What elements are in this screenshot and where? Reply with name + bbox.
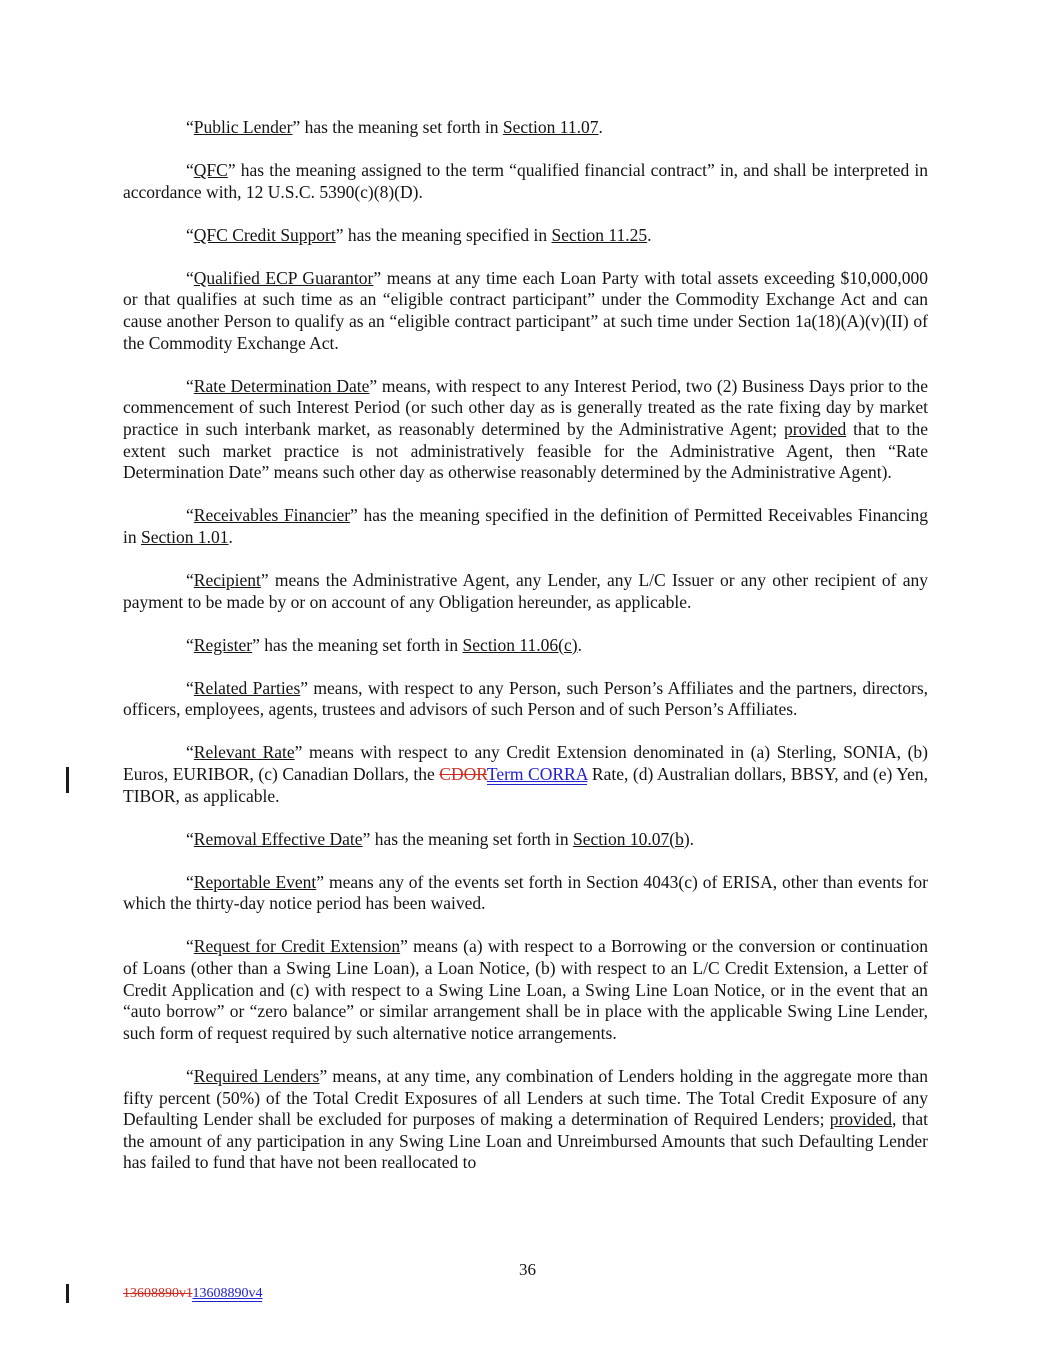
text-run: “ <box>186 1065 194 1086</box>
paragraph <box>123 117 928 139</box>
paragraph <box>123 268 928 354</box>
paragraph <box>123 678 928 721</box>
text-run: ” has the meaning set forth in <box>362 828 573 849</box>
underlined-term: Section 11.25 <box>551 224 648 245</box>
underlined-term: Reportable Event <box>193 871 317 892</box>
text-run: ” means the Administrative Agent, any Lender, any L/C Issuer or any other recipient of any payment to be made by or on account of any Obligation hereunder, as applicable. <box>123 569 928 612</box>
underlined-term: Required Lenders <box>193 1065 320 1086</box>
text-run: . <box>647 224 652 245</box>
text-run: ” means (a) with respect to a Borrowing or the conversion or continuation of Loans (other than a Swing Line Loan), a Loan Notice, (b) with respect to an L/C Credit Extension, a Letter of Credit Application and (c) with respect to a Swing Line Loan, a Swing Line Loan Notice, or in the event that an “auto borrow” or “zero balance” or similar arrangement shall be in place with the applicable Swing Line Lender, such form of request required by such alternative notice arrangements. <box>123 936 928 1043</box>
text-run: ” means, with respect to any Person, such Person’s Affiliates and the partners, directors, officers, employees, agents, trustees and advisors of such Person and of such Person’s Affiliates. <box>123 677 928 720</box>
deleted-doc-id: 13608890v1 <box>123 1286 193 1301</box>
paragraph <box>123 635 928 657</box>
underlined-term: Register <box>193 634 253 655</box>
text-run: ” has the meaning set forth in <box>252 634 463 655</box>
text-run: “ <box>186 375 194 396</box>
paragraph <box>123 829 928 851</box>
text-run: “ <box>186 267 194 288</box>
text-run: ” means any of the events set forth in Section 4043(c) of ERISA, other than events for which the thirty-day notice period has been waived. <box>123 871 928 914</box>
text-run: ” has the meaning specified in the definition of Permitted Receivables Financing in <box>123 505 928 547</box>
underlined-term: QFC Credit Support <box>193 224 336 245</box>
underlined-term: Recipient <box>193 569 261 590</box>
text-run: , that the amount of any participation in any Swing Line Loan and Unreimbursed Amounts that such Defaulting Lender has failed to fund that have not been reallocated to <box>123 1109 928 1173</box>
text-run: Rate, (d) Australian dollars, BBSY, and (e) Yen, TIBOR, as applicable. <box>123 763 928 806</box>
text-run: “ <box>186 569 194 590</box>
text-run: “ <box>186 871 194 892</box>
paragraph <box>123 160 928 203</box>
text-run: ” means with respect to any Credit Extension denominated in (a) Sterling, SONIA, (b) Euros, EURIBOR, (c) Canadian Dollars, the <box>123 742 928 784</box>
inserted-text: Term CORRA <box>486 763 588 784</box>
text-run: that to the extent such market practice is not administratively feasible for the Administrative Agent, then “Rate Determination Date” means such other day as otherwise reasonably determined by the Administrative Agent). <box>123 418 929 483</box>
text-run: “ <box>186 505 194 526</box>
underlined-term: Rate Determination Date <box>193 375 370 396</box>
text-run: “ <box>186 160 194 181</box>
text-run: “ <box>186 828 194 849</box>
paragraph <box>123 872 928 915</box>
text-run: ” means at any time each Loan Party with total assets exceeding $10,000,000 or that qualifies at such time as an “eligible contract participant” under the Commodity Exchange Act and can cause another Person to qualify as an “eligible contract participant” at such time under Section 1a(18)(A)(v)(II) of the Commodity Exchange Act. <box>123 267 928 353</box>
text-run: . <box>577 634 582 655</box>
underlined-term: Request for Credit Extension <box>193 936 401 957</box>
text-run: . <box>689 828 695 849</box>
inserted-doc-id: 13608890v4 <box>192 1286 263 1301</box>
text-run: “ <box>186 117 194 137</box>
underlined-term: Related Parties <box>193 677 301 698</box>
underlined-term: QFC <box>193 160 228 181</box>
paragraph <box>123 936 928 1044</box>
text-run: “ <box>186 634 194 655</box>
document-id-line <box>123 1285 262 1303</box>
underlined-term: Section 10.07(b) <box>573 828 690 849</box>
underlined-term: Section 11.07 <box>502 117 599 137</box>
underlined-term: Section 1.01 <box>141 526 229 547</box>
underlined-term: Qualified ECP Guarantor <box>193 267 374 288</box>
text-run: ” has the meaning assigned to the term “qualified financial contract” in, and shall be interpreted in accordance with, 12 U.S.C. 5390(c)(8)(D). <box>123 160 928 202</box>
paragraph <box>123 742 928 807</box>
text-run: “ <box>186 936 194 957</box>
text-run: “ <box>186 677 194 698</box>
change-bar <box>66 767 69 793</box>
paragraph <box>123 505 928 548</box>
document-body <box>123 117 928 1195</box>
page-number: 36 <box>519 1260 536 1279</box>
text-run: . <box>598 117 603 137</box>
paragraph <box>123 570 928 613</box>
underlined-term: Relevant Rate <box>193 742 295 763</box>
paragraph <box>123 376 928 484</box>
text-run: ” means, at any time, any combination of Lenders holding in the aggregate more than fifty percent (50%) of the Total Credit Exposures of all Lenders at such time. The Total Credit Exposure of any Defaulting Lender shall be excluded for purposes of making a determination of Required Lenders; <box>123 1065 928 1130</box>
paragraph <box>123 225 928 247</box>
underlined-term: Public Lender <box>193 117 293 137</box>
text-run: “ <box>186 742 194 763</box>
text-run: ” means, with respect to any Interest Period, two (2) Business Days prior to the commencement of such Interest Period (or such other day as is generally treated as the rate fixing day by market practice in such interbank market, as reasonably determined by the Administrative Agent; <box>123 375 928 439</box>
underlined-term: Section 11.06(c) <box>462 634 578 655</box>
text-run: ” has the meaning specified in <box>335 224 552 245</box>
text-run: “ <box>186 224 194 245</box>
underlined-term: Receivables Financier <box>193 505 351 526</box>
underlined-term: Removal Effective Date <box>193 828 363 849</box>
text-run: . <box>228 526 233 547</box>
deleted-text: CDOR <box>439 763 487 784</box>
underlined-term: provided <box>829 1109 893 1130</box>
paragraph <box>123 1066 928 1174</box>
underlined-term: provided <box>784 418 847 439</box>
change-bar <box>66 1284 69 1303</box>
text-run: ” has the meaning set forth in <box>292 117 503 137</box>
